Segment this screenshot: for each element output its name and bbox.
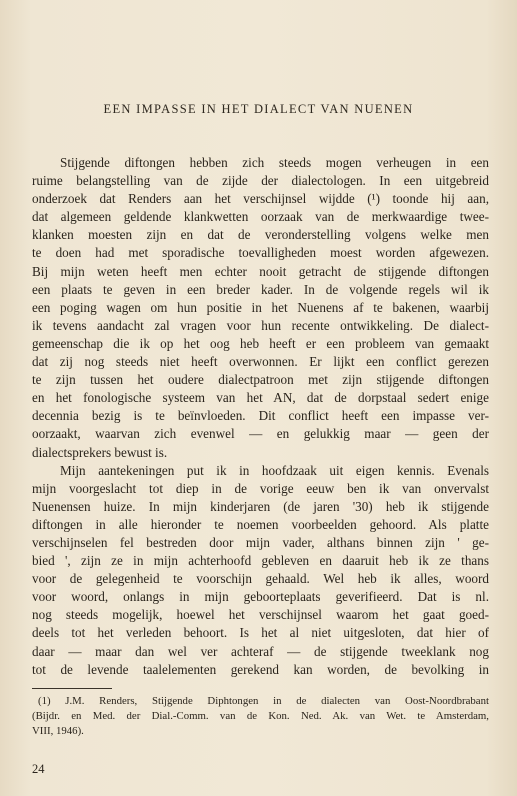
text-line: dialectsprekers bewust is.: [32, 444, 168, 460]
text-line: ik tevens aandacht zal vragen voor hun recente ontwikkeling. De dialect-: [32, 317, 489, 333]
text-line: tot de levende taalelementen gerekend kan worden, de bevolking in: [32, 661, 489, 677]
chapter-title: EEN IMPASSE IN HET DIALECT VAN NUENEN: [103, 102, 414, 116]
text-line: voor woord, onlangs in mijn geboorteplaats geverifieerd. Dat is nl.: [32, 589, 489, 605]
text-line: dat algemeen geldende klankwetten oorzaak van de merkwaardige twee-: [32, 209, 489, 225]
footnote: [32, 694, 489, 739]
text-line: Nuenensen huize. In mijn kinderjaren (de jaren '30) heb ik stijgende: [32, 498, 489, 514]
page-number: 24: [32, 762, 45, 776]
text-line: diftongen in alle hieronder te noemen voorbeelden gehoord. Als platte: [32, 516, 489, 532]
footnote-line: VIII, 1946).: [32, 725, 84, 737]
text-line: mijn voorgeslacht tot diep in de vorige eeuw ben ik van onvervalst: [32, 480, 489, 496]
text-line: deels tot het verleden behoort. Is het al niet uitgesloten, dat hier of: [32, 625, 489, 641]
text-line: ruime belangstelling van de zijde der dialectologen. In een uitgebreid: [32, 173, 489, 189]
text-line: voor de gelegenheid te voorschijn gehaald. Wel heb ik alles, woord: [32, 571, 489, 587]
text-line: klanken moesten zijn en dat de veronderstelling volgens welke men: [32, 227, 489, 243]
text-line: daar — maar dan wel ver achteraf — de stijgende tweeklank nog: [32, 643, 489, 659]
text-line: bied ', zijn ze in mijn achterhoofd gebleven en daaruit heb ik ze thans: [32, 553, 489, 569]
text-line: te doen had met sporadische toevalligheden moest worden afgewezen.: [32, 245, 489, 261]
footnote-line: (1) J.M. Renders, Stijgende Diphtongen in de dialecten van Oost-Noordbrabant: [38, 695, 489, 707]
text-line: Bij mijn weten heeft men echter nooit getracht de stijgende diftongen: [32, 263, 489, 279]
text-line: verschijnselen fel bestreden door mijn vader, althans binnen zijn ' ge-: [32, 534, 489, 550]
text-line: decennia bezig is te beïnvloeden. Dit conflict heeft een impasse ver-: [32, 408, 489, 424]
body-text: [32, 154, 489, 679]
text-line: Mijn aantekeningen put ik in hoofdzaak uit eigen kennis. Evenals: [60, 462, 489, 478]
text-line: een poging wagen om hun positie in het Nuenens af te bakenen, waarbij: [32, 299, 489, 315]
footnote-separator: [32, 688, 112, 689]
text-line: te zijn tussen het oudere dialectpatroon met zijn stijgende diftongen: [32, 372, 489, 388]
text-line: nog steeds mogelijk, hoewel het verschijnsel waarom het gaat goed-: [32, 607, 489, 623]
text-line: dat zij nog steeds niet heeft overwonnen. Er lijkt een conflict gerezen: [32, 354, 489, 370]
text-line: oorzaakt, waarvan zich evenwel — en gelukkig maar — geen der: [32, 426, 489, 442]
text-line: onderzoek dat Renders aan het verschijnsel wijdde (¹) toonde hij aan,: [32, 191, 489, 207]
text-line: een plaats te geven in een breder kader. In de volgende regels wil ik: [32, 281, 489, 297]
text-line: gemeenschap die ik op het oog heb heeft er een probleem van gemaakt: [32, 335, 489, 351]
text-line: Stijgende diftongen hebben zich steeds mogen verheugen in een: [60, 155, 489, 170]
footnote-line: (Bijdr. en Med. der Dial.-Comm. van de Kon. Ned. Ak. van Wet. te Amsterdam,: [32, 710, 489, 722]
text-line: en het fonologische systeem van het AN, dat de dorpstaal sedert enige: [32, 390, 489, 406]
